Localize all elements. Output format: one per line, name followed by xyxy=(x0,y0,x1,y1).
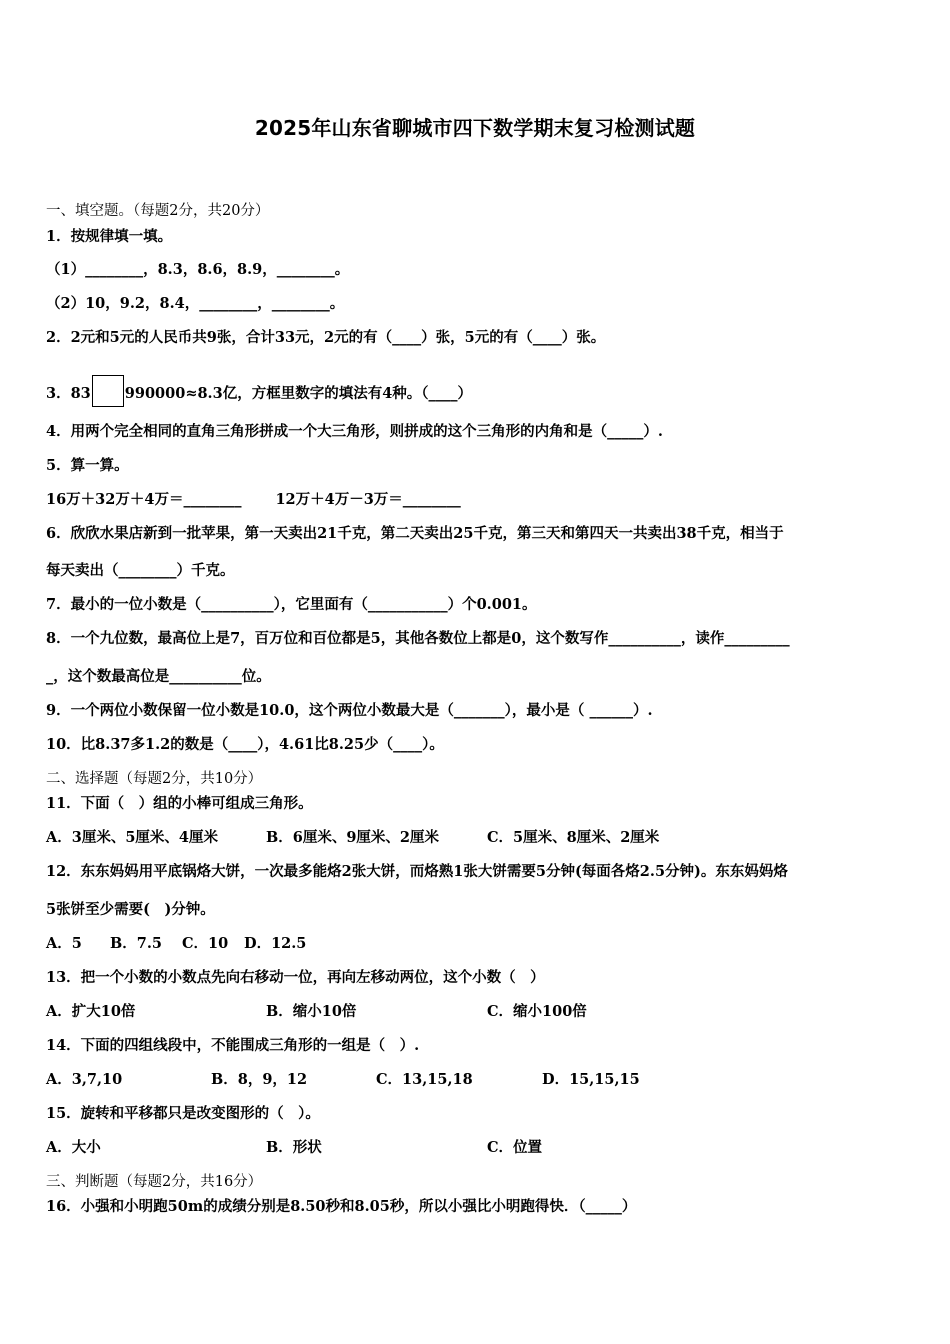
question-12-line-2: 5张饼至少需要( )分钟。 xyxy=(46,901,215,918)
question-8-line-1: 8．一个九位数，最高位上是7，百万位和百位都是5，其他各数位上都是0，这个数写作__________，读作_________ xyxy=(46,630,790,647)
question-14-option-a: A．3,7,10 xyxy=(46,1071,123,1088)
page-title: 2025年山东省聊城市四下数学期末复习检测试题 xyxy=(254,116,696,140)
question-14-option-b: B．8，9，12 xyxy=(211,1071,308,1088)
section-heading-multiple-choice: 二、选择题（每题2分，共10分） xyxy=(46,771,263,787)
question-16: 16．小强和小明跑50m的成绩分别是8.50秒和8.05秒，所以小强比小明跑得快．（_____） xyxy=(46,1198,637,1215)
section-heading-fill-blank: 一、填空题。（每题2分，共20分） xyxy=(46,203,270,219)
question-15-option-c: C．位置 xyxy=(487,1139,543,1156)
question-1: 1．按规律填一填。 xyxy=(46,228,173,245)
question-1-part-2: （2）10，9.2，8.4，________，________。 xyxy=(46,295,345,312)
question-13-option-a: A．扩大10倍 xyxy=(46,1003,136,1020)
question-6-line-1: 6．欣欣水果店新到一批苹果，第一天卖出21千克，第二天卖出25千克，第三天和第四天一共卖出38千克，相当于 xyxy=(46,525,784,542)
question-2: 2．2元和5元的人民币共9张，合计33元，2元的有（____）张，5元的有（____）张。 xyxy=(46,329,606,346)
question-15: 15．旋转和平移都只是改变图形的（ ）。 xyxy=(46,1105,320,1122)
question-12-option-a: A．5 xyxy=(46,935,82,952)
question-12-option-b: B．7.5 xyxy=(110,935,162,952)
question-8-line-2: _，这个数最高位是__________位。 xyxy=(46,668,271,685)
question-6-line-2: 每天卖出（________）千克。 xyxy=(46,562,235,579)
answer-box xyxy=(92,375,124,407)
question-9: 9．一个两位小数保留一位小数是10.0，这个两位小数最大是（_______），最小是（ ______）. xyxy=(46,702,653,719)
question-7: 7．最小的一位小数是（__________），它里面有（___________）个0.001。 xyxy=(46,596,537,613)
question-12-line-1: 12．东东妈妈用平底锅烙大饼，一次最多能烙2张大饼，而烙熟1张大饼需要5分钟(每面各烙2.5分钟)。东东妈妈烙 xyxy=(46,863,788,880)
question-12-option-d: D．12.5 xyxy=(244,935,307,952)
question-12-option-c: C．10 xyxy=(182,935,229,952)
question-14-option-d: D．15,15,15 xyxy=(542,1071,640,1088)
question-15-option-a: A．大小 xyxy=(46,1139,101,1156)
question-5-calc-a: 16万＋32万＋4万＝________ xyxy=(46,491,242,508)
question-13-option-c: C．缩小100倍 xyxy=(487,1003,587,1020)
question-13-option-b: B．缩小10倍 xyxy=(266,1003,357,1020)
question-3-prefix: 3．83 xyxy=(46,385,91,402)
question-11-option-c: C．5厘米、8厘米、2厘米 xyxy=(487,829,660,846)
question-14: 14．下面的四组线段中，不能围成三角形的一组是（ ）. xyxy=(46,1037,420,1054)
question-5: 5．算一算。 xyxy=(46,457,129,474)
question-1-part-1: （1）________，8.3，8.6，8.9，________。 xyxy=(46,261,350,278)
question-5-calc-b: 12万＋4万－3万＝________ xyxy=(275,491,461,508)
question-13: 13．把一个小数的小数点先向右移动一位，再向左移动两位，这个小数（ ） xyxy=(46,969,545,986)
section-heading-true-false: 三、判断题（每题2分，共16分） xyxy=(46,1174,263,1190)
question-11-option-b: B．6厘米、9厘米、2厘米 xyxy=(266,829,440,846)
question-11-option-a: A．3厘米、5厘米、4厘米 xyxy=(46,829,219,846)
question-14-option-c: C．13,15,18 xyxy=(376,1071,473,1088)
question-5-calculations xyxy=(46,490,461,510)
question-10: 10．比8.37多1.2的数是（____），4.61比8.25少（____）。 xyxy=(46,736,444,753)
question-15-option-b: B．形状 xyxy=(266,1139,322,1156)
question-4: 4．用两个完全相同的直角三角形拼成一个大三角形，则拼成的这个三角形的内角和是（_____）. xyxy=(46,423,663,440)
question-11: 11．下面（ ）组的小棒可组成三角形。 xyxy=(46,795,313,812)
question-3 xyxy=(46,375,472,407)
question-3-suffix: 990000≈8.3亿，方框里数字的填法有4种。（____） xyxy=(124,385,473,402)
